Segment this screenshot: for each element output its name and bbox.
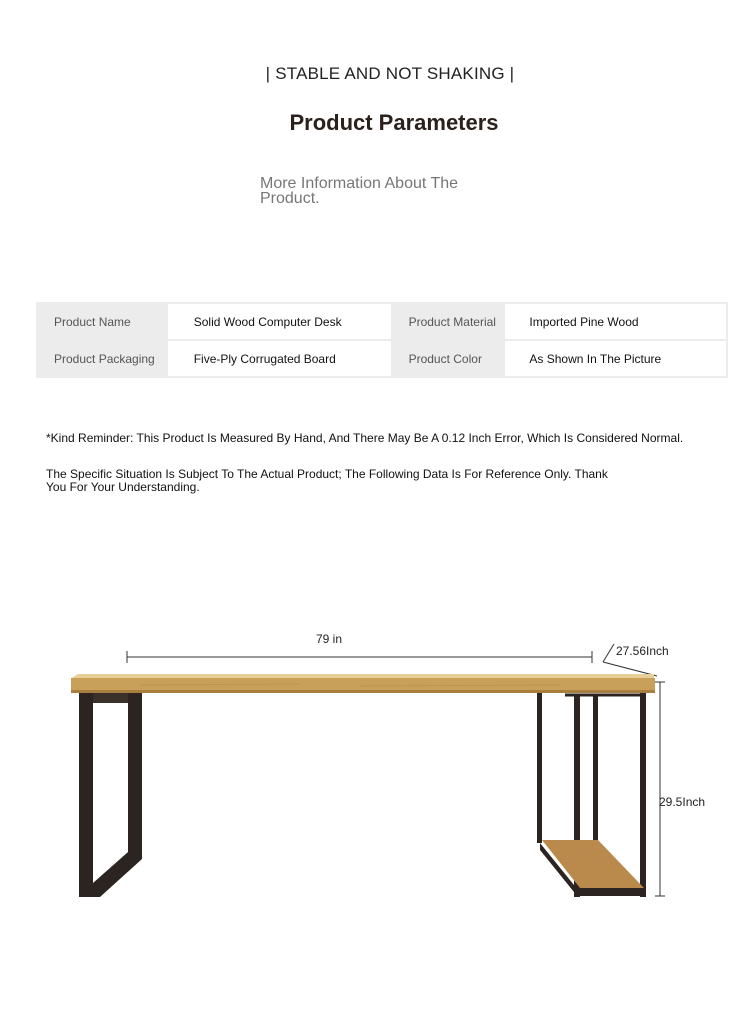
depth-label: 27.56Inch xyxy=(616,644,669,658)
param-label: Product Material xyxy=(392,303,505,340)
kind-reminder: *Kind Reminder: This Product Is Measured By Hand, And There May Be A 0.12 Inch Error, Which Is Considered Normal. xyxy=(46,431,684,445)
left-leg-frame xyxy=(79,693,142,897)
subtitle: More Information About The Product. xyxy=(260,175,459,207)
length-dimension-line xyxy=(127,651,592,663)
param-value: As Shown In The Picture xyxy=(504,340,727,377)
parameters-table xyxy=(36,302,728,378)
param-value: Solid Wood Computer Desk xyxy=(167,303,392,340)
right-shelf-frame xyxy=(537,693,646,897)
param-label: Product Name xyxy=(37,303,167,340)
param-value: Imported Pine Wood xyxy=(504,303,727,340)
height-dimension-line xyxy=(655,682,665,896)
param-label: Product Packaging xyxy=(37,340,167,377)
param-value: Five-Ply Corrugated Board xyxy=(167,340,392,377)
table-row xyxy=(37,303,727,340)
tagline: | STABLE AND NOT SHAKING | xyxy=(265,64,515,83)
table-row xyxy=(37,340,727,377)
desk-top xyxy=(71,674,655,693)
reference-disclaimer: The Specific Situation Is Subject To The Actual Product; The Following Data Is For Reference Only. Thank You For Your Understanding. xyxy=(46,467,608,494)
param-label: Product Color xyxy=(392,340,505,377)
height-label: 29.5Inch xyxy=(659,795,706,809)
page-title: Product Parameters xyxy=(289,110,499,135)
length-label: 79 in xyxy=(316,632,343,646)
